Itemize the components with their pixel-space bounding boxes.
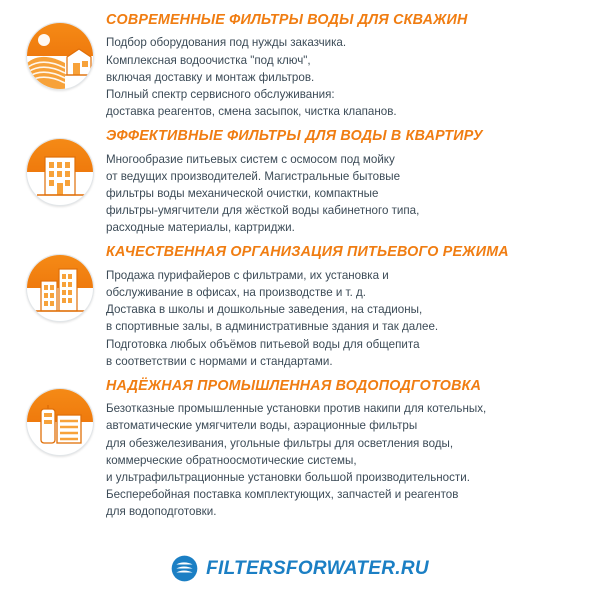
text-column <box>106 378 586 521</box>
apartment-building-icon <box>26 138 94 206</box>
section-apartment <box>14 128 586 236</box>
site-footer[interactable] <box>0 555 600 582</box>
section-wells <box>14 12 586 120</box>
text-column <box>106 12 586 120</box>
field-landscape-icon <box>26 22 94 90</box>
text-column <box>106 128 586 236</box>
section-industrial <box>14 378 586 521</box>
industrial-filter-icon <box>26 388 94 456</box>
text-column <box>106 244 586 369</box>
section-heading: НАДЁЖНАЯ ПРОМЫШЛЕННАЯ ВОДОПОДГОТОВКА <box>106 377 482 394</box>
section-heading: ЭФФЕКТИВНЫЕ ФИЛЬТРЫ ДЛЯ ВОДЫ В КВАРТИРУ <box>106 128 483 145</box>
site-name[interactable]: FILTERSFORWATER.RU <box>206 557 429 579</box>
office-towers-icon <box>26 254 94 322</box>
section-body: Продажа пурифайеров с фильтрами, их установка и обслуживание в офисах, на производстве и т. д. Доставка в школы и дошкольные заведения, на стадионы, в спортивные залы, в административные здания и так далее. Подготовка любых объёмов питьевой воды для общепита в соответствии с нормами и стандартами. <box>106 268 439 368</box>
section-heading: СОВРЕМЕННЫЕ ФИЛЬТРЫ ВОДЫ ДЛЯ СКВАЖИН <box>106 12 468 28</box>
icon-column <box>14 378 106 456</box>
icon-column <box>14 128 106 206</box>
icon-column <box>14 12 106 90</box>
section-heading: КАЧЕСТВЕННАЯ ОРГАНИЗАЦИЯ ПИТЬЕВОГО РЕЖИМА <box>106 244 509 261</box>
section-drinking-regime <box>14 244 586 369</box>
icon-column <box>14 244 106 322</box>
section-body: Безотказные промышленные установки против накипи для котельных, автоматические умягчители воды, аэрационные фильтры для обезжелезивания, угольные фильтры для осветления воды, коммерческие обратноосмотические системы, и ультрафильтрационные установки большой производительности. Бесперебойная поставка комплектующих, запчастей и реагентов для водоподготовки. <box>106 402 487 519</box>
section-body: Многообразие питьевых систем с осмосом под мойку от ведущих производителей. Магистральные бытовые фильтры воды механической очистки, компактные фильтры-умягчители для жёсткой воды кабинетного типа, расходные материалы, картриджи. <box>106 152 420 235</box>
water-swirl-logo-icon <box>171 555 198 582</box>
section-body: Подбор оборудования под нужды заказчика. Комплексная водоочистка "под ключ", включая доставку и монтаж фильтров. Полный спектр сервисного обслуживания: доставка реагентов, смена засыпок, чистка клапанов. <box>106 36 397 119</box>
